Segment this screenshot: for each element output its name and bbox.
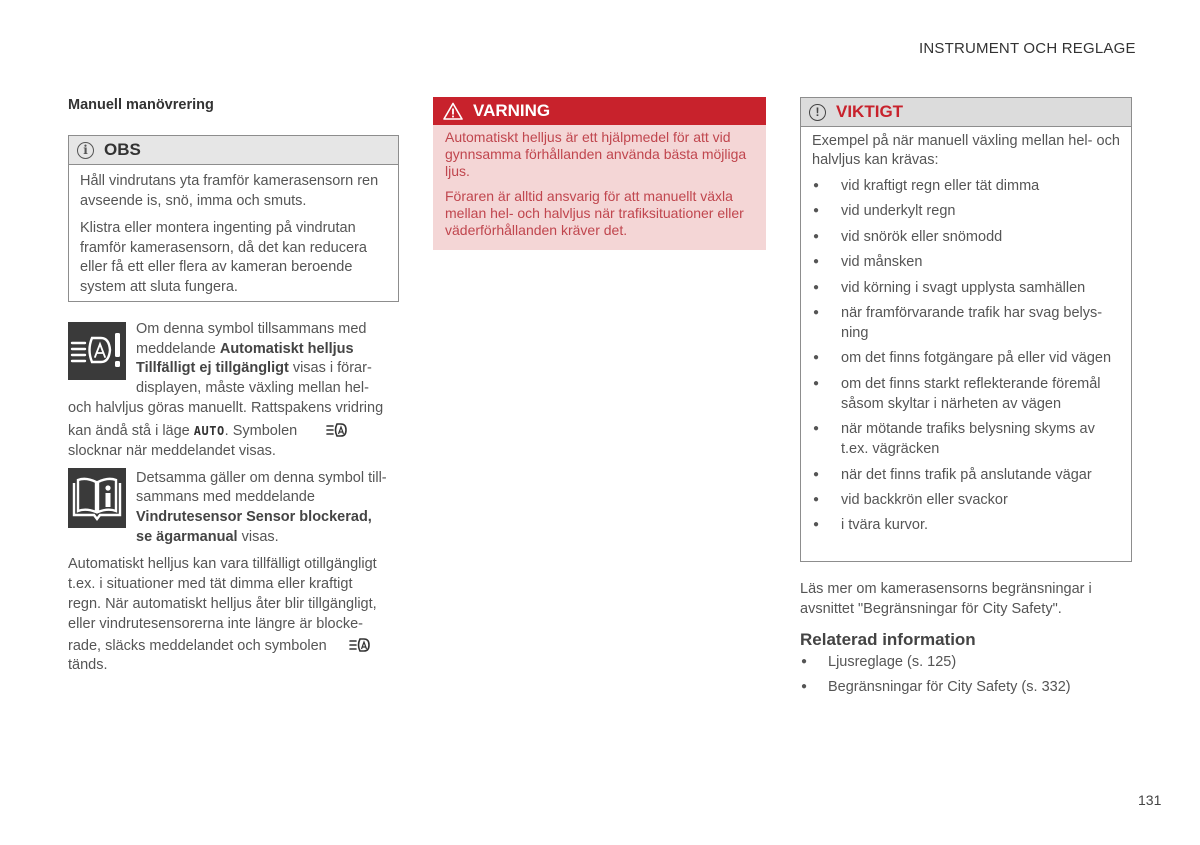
owners-manual-symbol-icon xyxy=(68,468,126,528)
list-item: ● om det finns fotgängare på eller vid vägen xyxy=(812,348,1120,368)
note-title: OBS xyxy=(104,140,141,159)
list-item: ● vid underkylt regn xyxy=(812,201,1120,221)
section-heading: Manuell manövrering xyxy=(68,97,214,113)
note-body xyxy=(69,165,398,297)
exclamation-icon: ! xyxy=(809,104,826,121)
list-item: ● vid kraftigt regn eller tät dimma xyxy=(812,176,1120,196)
important-title: VIKTIGT xyxy=(836,102,904,121)
paragraph-line: regn. När automatiskt helljus åter blir tillgängligt, xyxy=(68,596,377,612)
paragraph: Läs mer om kamerasensorns begränsningar i avsnittet "Begränsningar för City Safety". xyxy=(800,581,1092,617)
message-name: Tillfälligt ej tillgängligt xyxy=(136,360,289,376)
paragraph-line: eller vindrutesensorerna inte längre är blocke- xyxy=(68,616,363,632)
auto-highbeam-warning-symbol-icon xyxy=(68,322,126,380)
page-number: 131 xyxy=(1138,792,1162,808)
list-item: ● när framförvarande trafik har svag belys- ning xyxy=(812,303,1120,343)
auto-headlight-symbol-icon xyxy=(326,421,348,439)
paragraph-line: Tillfälligt ej tillgängligt visas i förar- xyxy=(136,360,372,376)
paragraph-line: Detsamma gäller om denna symbol till- xyxy=(136,470,387,486)
warning-box xyxy=(433,97,766,250)
important-header xyxy=(801,98,1131,127)
warning-header xyxy=(433,97,766,125)
paragraph-line: se ägarmanual visas. xyxy=(136,529,279,545)
paragraph-line: t.ex. i situationer med tät dimma eller kraftigt xyxy=(68,576,353,592)
related-link-ljusreglage[interactable]: ● Ljusreglage (s. 125) xyxy=(800,652,1071,672)
important-intro: Exempel på när manuell växling mellan hel- och halvljus kan krävas: xyxy=(812,133,1120,168)
paragraph-line: rade, släcks meddelandet och symbolen xyxy=(68,638,327,654)
auto-position-symbol: AUTO xyxy=(193,424,225,438)
related-link-city-safety[interactable]: ● Begränsningar för City Safety (s. 332) xyxy=(800,677,1071,697)
paragraph-line: Automatiskt helljus kan vara tillfälligt otillgängligt xyxy=(68,556,377,572)
list-item: ● när mötande trafiks belysning skyms av t.ex. vägräcken xyxy=(812,419,1120,459)
paragraph-line: slocknar när meddelandet visas. xyxy=(68,443,276,459)
message-name: Automatiskt helljus xyxy=(219,341,354,357)
paragraph-line: och halvljus göras manuellt. Rattspakens vridring xyxy=(68,400,384,416)
paragraph-line: kan ändå stå i läge AUTO. Symbolen xyxy=(68,423,298,439)
paragraph-line: meddelande Automatiskt helljus xyxy=(136,341,354,357)
list-item: ● vid månsken xyxy=(812,252,1120,272)
list-item: ● när det finns trafik på anslutande vägar xyxy=(812,465,1120,485)
auto-headlight-symbol-icon xyxy=(349,636,371,654)
warning-paragraph: Automatiskt helljus är ett hjälpmedel för att vid gynnsamma förhållanden använda bästa möjliga ljus. xyxy=(445,129,747,179)
important-box xyxy=(800,97,1132,562)
list-item: ● vid backkrön eller svackor xyxy=(812,490,1120,510)
important-body xyxy=(801,127,1131,535)
note-box xyxy=(68,135,399,302)
related-info-heading: Relaterad information xyxy=(800,630,976,649)
list-item: ● vid körning i svagt upplysta samhällen xyxy=(812,278,1120,298)
warning-title: VARNING xyxy=(473,101,551,120)
note-paragraph: Håll vindrutans yta framför kamerasensorn ren avseende is, snö, imma och smuts. xyxy=(80,173,379,209)
paragraph-line: tänds. xyxy=(68,657,108,673)
warning-body xyxy=(433,125,766,239)
warning-triangle-icon xyxy=(443,102,463,120)
info-icon: i xyxy=(77,142,94,159)
paragraph-line: displayen, måste växling mellan hel- xyxy=(136,380,369,396)
bullet-list xyxy=(812,176,1120,535)
related-info-list xyxy=(800,652,1071,702)
paragraph-line: sammans med meddelande xyxy=(136,489,315,505)
list-item: ● vid snörök eller snömodd xyxy=(812,227,1120,247)
note-paragraph: Klistra eller montera ingenting på vindrutan framför kamerasensorn, då det kan reducera eller få ett eller flera av kameran beroende system att sluta fungera. xyxy=(80,220,367,295)
paragraph-line: Om denna symbol tillsammans med xyxy=(136,321,367,337)
message-name: se ägarmanual xyxy=(136,529,238,545)
warning-paragraph: Föraren är alltid ansvarig för att manuellt växla mellan hel- och halvljus när trafiksituationer eller väderförhållanden kräver det. xyxy=(445,188,744,238)
list-item: ● i tvära kurvor. xyxy=(812,515,1120,535)
note-header xyxy=(69,136,398,165)
page-header-title: INSTRUMENT OCH REGLAGE xyxy=(919,40,1136,57)
list-item: ● om det finns starkt reflekterande föremål såsom skyltar i närheten av vägen xyxy=(812,374,1120,414)
message-name: Vindrutesensor Sensor blockerad, xyxy=(136,509,372,525)
